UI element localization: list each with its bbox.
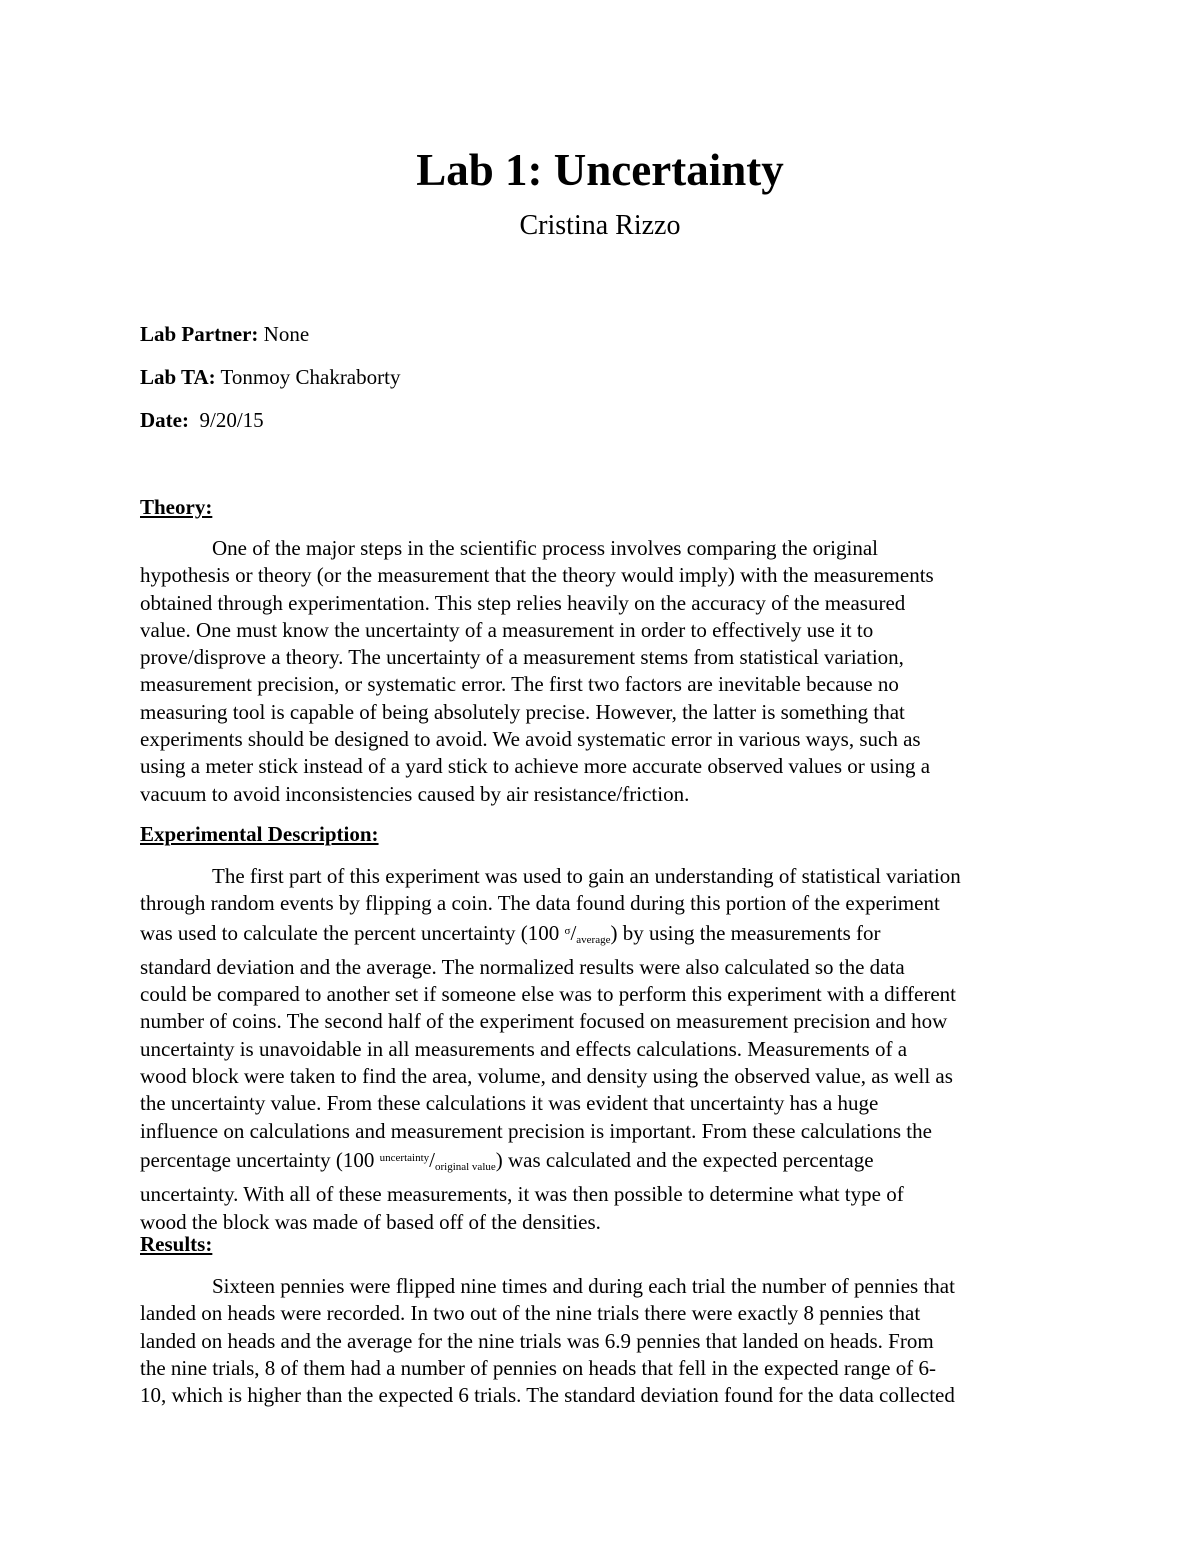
lab-ta-line <box>140 363 400 391</box>
paragraph-line: through random events by flipping a coin. The data found during this portion of the experiment <box>140 891 940 916</box>
results-heading: Results: <box>140 1232 213 1256</box>
paragraph-line: landed on heads were recorded. In two out of the nine trials there were exactly 8 pennies that <box>140 1301 921 1326</box>
experimental-paragraph <box>140 863 1060 1236</box>
lab-ta-label: Lab TA: <box>140 365 216 389</box>
formula-slash: / <box>570 920 577 945</box>
paragraph-line: the nine trials, 8 of them had a number of pennies on heads that fell in the expected range of 6- <box>140 1355 936 1380</box>
paragraph-line: vacuum to avoid inconsistencies caused by air resistance/friction. <box>140 781 690 806</box>
paragraph-line: influence on calculations and measurement precision is important. From these calculations the <box>140 1118 932 1143</box>
text-run: ) by using the measurements for <box>610 920 881 945</box>
paragraph-line: uncertainty is unavoidable in all measurements and effects calculations. Measurements of a <box>140 1036 908 1061</box>
paragraph-line: uncertainty. With all of these measurements, it was then possible to determine what type of <box>140 1182 904 1207</box>
paragraph-line <box>140 918 1060 954</box>
formula-superscript: σ <box>564 924 571 937</box>
date-value: 9/20/15 <box>188 408 264 432</box>
paragraph-line: hypothesis or theory (or the measurement that the theory would imply) with the measurements <box>140 563 934 588</box>
paragraph-line: The first part of this experiment was used to gain an understanding of statistical variation <box>212 864 961 888</box>
theory-paragraph <box>140 535 1060 808</box>
paragraph-line: the uncertainty value. From these calculations it was evident that uncertainty has a huge <box>140 1091 879 1116</box>
experimental-heading: Experimental Description: <box>140 822 379 846</box>
paragraph-line: wood the block was made of based off of the densities. <box>140 1209 601 1234</box>
paragraph-line: Sixteen pennies were flipped nine times and during each trial the number of pennies that <box>212 1274 955 1298</box>
formula-slash: / <box>429 1147 435 1172</box>
lab-partner-line <box>140 320 309 348</box>
text-run: was used to calculate the percent uncertainty (100 <box>140 920 565 945</box>
theory-heading: Theory: <box>140 495 213 519</box>
paragraph-line <box>140 1145 1060 1181</box>
lab-partner-label: Lab Partner: <box>140 322 259 346</box>
text-run: ) was calculated and the expected percentage <box>495 1147 874 1172</box>
text-run: percentage uncertainty (100 <box>140 1147 380 1172</box>
paragraph-line: 10, which is higher than the expected 6 trials. The standard deviation found for the data collected <box>140 1383 955 1408</box>
document-title: Lab 1: Uncertainty <box>416 145 784 195</box>
paragraph-line: using a meter stick instead of a yard stick to achieve more accurate observed values or using a <box>140 754 931 779</box>
paragraph-line: standard deviation and the average. The normalized results were also calculated so the data <box>140 954 905 979</box>
date-label: Date: <box>140 408 189 432</box>
paragraph-line: could be compared to another set if someone else was to perform this experiment with a different <box>140 982 957 1007</box>
formula-superscript: uncertainty <box>379 1151 430 1164</box>
paragraph-line: One of the major steps in the scientific process involves comparing the original <box>212 536 878 560</box>
author-name: Cristina Rizzo <box>519 210 681 241</box>
lab-partner-value: None <box>258 322 310 346</box>
paragraph-line: obtained through experimentation. This step relies heavily on the accuracy of the measured <box>140 590 906 615</box>
paragraph-line: landed on heads and the average for the nine trials was 6.9 pennies that landed on heads. From <box>140 1328 934 1353</box>
formula-subscript: original value <box>434 1160 496 1173</box>
paragraph-line: wood block were taken to find the area, volume, and density using the observed value, as well as <box>140 1064 953 1089</box>
formula-subscript: average <box>576 933 611 946</box>
date-line <box>140 406 264 434</box>
paragraph-line: prove/disprove a theory. The uncertainty of a measurement stems from statistical variation, <box>140 645 904 670</box>
paragraph-line: measuring tool is capable of being absolutely precise. However, the latter is something that <box>140 699 905 724</box>
lab-ta-value: Tonmoy Chakraborty <box>215 365 401 389</box>
paragraph-line: measurement precision, or systematic error. The first two factors are inevitable because no <box>140 672 899 697</box>
paragraph-line: experiments should be designed to avoid. We avoid systematic error in various ways, such as <box>140 727 921 752</box>
results-paragraph <box>140 1273 1060 1409</box>
paragraph-line: value. One must know the uncertainty of a measurement in order to effectively use it to <box>140 617 874 642</box>
paragraph-line: number of coins. The second half of the experiment focused on measurement precision and how <box>140 1009 948 1034</box>
